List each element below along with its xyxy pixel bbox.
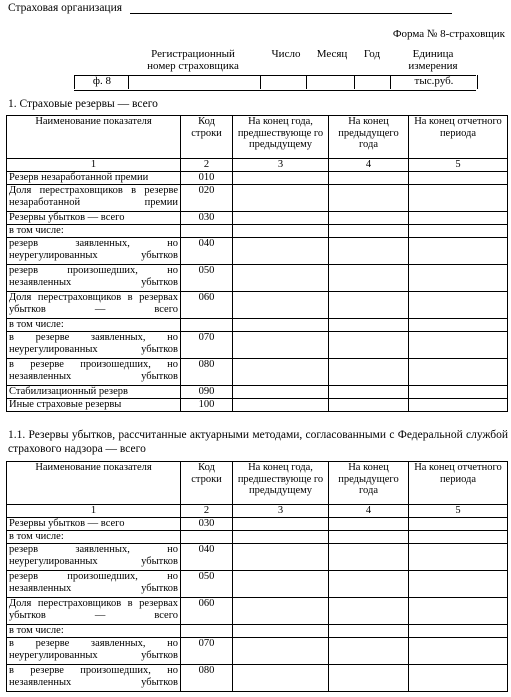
row-code: 030 — [181, 518, 233, 531]
reg-number-field[interactable] — [128, 75, 261, 89]
row-name: в том числе: — [7, 625, 181, 638]
row-name: Резерв незаработанной премии — [7, 172, 181, 185]
col-number: 3 — [233, 505, 329, 518]
col-header-code: Код строки — [181, 462, 233, 505]
value-current-period-cell[interactable] — [409, 238, 508, 265]
col-header-name: Наименование показателя — [7, 462, 181, 505]
value-prev-year-cell[interactable] — [329, 212, 409, 225]
row-name: Иные страховые резервы — [7, 399, 181, 412]
value-current-period-cell[interactable] — [409, 598, 508, 625]
row-code: 070 — [181, 332, 233, 359]
form-number: Форма № 8-страховщик — [392, 28, 505, 40]
value-current-period-cell[interactable] — [409, 571, 508, 598]
col-number: 5 — [409, 505, 508, 518]
value-prev-year-cell[interactable] — [329, 598, 409, 625]
value-prev-prev-year-cell[interactable] — [233, 212, 329, 225]
table-row — [7, 638, 508, 665]
value-prev-prev-year-cell[interactable] — [233, 265, 329, 292]
table-row — [7, 359, 508, 386]
value-prev-year-cell[interactable] — [329, 531, 409, 544]
row-code — [181, 625, 233, 638]
value-current-period-cell[interactable] — [409, 544, 508, 571]
value-prev-year-cell[interactable] — [329, 638, 409, 665]
month-field[interactable] — [306, 75, 355, 89]
value-current-period-cell[interactable] — [409, 359, 508, 386]
month-label: Месяц — [316, 48, 348, 60]
table-row — [7, 665, 508, 692]
row-name: резерв произошедших, но незаявленных убытков — [7, 571, 181, 598]
value-current-period-cell[interactable] — [409, 265, 508, 292]
reg-number-label: Регистрационный номер страховщика — [147, 48, 239, 73]
row-name: в том числе: — [7, 531, 181, 544]
value-prev-prev-year-cell[interactable] — [233, 544, 329, 571]
col-number: 2 — [181, 159, 233, 172]
value-prev-year-cell[interactable] — [329, 518, 409, 531]
row-code — [181, 531, 233, 544]
table-row — [7, 292, 508, 319]
table-row — [7, 386, 508, 399]
value-prev-year-cell[interactable] — [329, 386, 409, 399]
col-header-prev-prev-year: На конец года, предшествующе го предыдущему — [233, 462, 329, 505]
row-code: 030 — [181, 212, 233, 225]
value-prev-prev-year-cell[interactable] — [233, 225, 329, 238]
table-row — [7, 399, 508, 412]
value-current-period-cell[interactable] — [409, 225, 508, 238]
col-header-prev-year: На конец предыдущего года — [329, 116, 409, 159]
year-field[interactable] — [354, 75, 391, 89]
row-code: 060 — [181, 292, 233, 319]
row-code — [181, 225, 233, 238]
row-code: 100 — [181, 399, 233, 412]
col-number: 4 — [329, 159, 409, 172]
section-1-title: 1. Страховые резервы — всего — [8, 98, 158, 110]
value-prev-prev-year-cell[interactable] — [233, 399, 329, 412]
table-row — [7, 571, 508, 598]
organization-field[interactable] — [130, 13, 452, 14]
value-current-period-cell[interactable] — [409, 172, 508, 185]
table-row — [7, 172, 508, 185]
col-number: 5 — [409, 159, 508, 172]
row-code: 080 — [181, 359, 233, 386]
row-code: 060 — [181, 598, 233, 625]
value-prev-prev-year-cell[interactable] — [233, 571, 329, 598]
row-code: 040 — [181, 238, 233, 265]
organization-label: Страховая организация — [8, 2, 123, 14]
value-current-period-cell[interactable] — [409, 212, 508, 225]
value-prev-prev-year-cell[interactable] — [233, 665, 329, 692]
value-prev-year-cell[interactable] — [329, 399, 409, 412]
value-prev-prev-year-cell[interactable] — [233, 185, 329, 212]
value-prev-year-cell[interactable] — [329, 332, 409, 359]
col-header-current-period: На конец отчетного периода — [409, 462, 508, 505]
col-number: 1 — [7, 505, 181, 518]
reserves-table — [6, 115, 508, 412]
value-current-period-cell[interactable] — [409, 386, 508, 399]
table-row — [7, 265, 508, 292]
col-number: 4 — [329, 505, 409, 518]
value-prev-year-cell[interactable] — [329, 319, 409, 332]
value-current-period-cell[interactable] — [409, 665, 508, 692]
value-prev-prev-year-cell[interactable] — [233, 332, 329, 359]
value-prev-year-cell[interactable] — [329, 544, 409, 571]
value-prev-prev-year-cell[interactable] — [233, 518, 329, 531]
value-current-period-cell[interactable] — [409, 625, 508, 638]
row-name: резерв заявленных, но неурегулированных убытков — [7, 238, 181, 265]
col-header-current-period: На конец отчетного периода — [409, 116, 508, 159]
row-code: 090 — [181, 386, 233, 399]
value-current-period-cell[interactable] — [409, 185, 508, 212]
table-row — [7, 531, 508, 544]
row-name: резерв заявленных, но неурегулированных убытков — [7, 544, 181, 571]
col-header-prev-year: На конец предыдущего года — [329, 462, 409, 505]
row-code: 050 — [181, 571, 233, 598]
value-prev-prev-year-cell[interactable] — [233, 625, 329, 638]
value-current-period-cell[interactable] — [409, 518, 508, 531]
col-header-prev-prev-year: На конец года, предшествующе го предыдущему — [233, 116, 329, 159]
value-current-period-cell[interactable] — [409, 319, 508, 332]
row-name: в резерве произошедших, но незаявленных убытков — [7, 665, 181, 692]
table-row — [7, 598, 508, 625]
unit-value: тыс.руб. — [390, 75, 478, 89]
table-row — [7, 518, 508, 531]
row-name: Резервы убытков — всего — [7, 212, 181, 225]
value-prev-year-cell[interactable] — [329, 665, 409, 692]
value-current-period-cell[interactable] — [409, 531, 508, 544]
value-current-period-cell[interactable] — [409, 332, 508, 359]
value-prev-year-cell[interactable] — [329, 185, 409, 212]
year-label: Год — [363, 48, 381, 60]
value-prev-year-cell[interactable] — [329, 172, 409, 185]
row-name: Доля перестраховщиков в резервах убытков — всего — [7, 292, 181, 319]
row-name: в том числе: — [7, 319, 181, 332]
row-code: 040 — [181, 544, 233, 571]
unit-label: Единица измерения — [408, 48, 458, 73]
form-code: ф. 8 — [74, 75, 129, 89]
value-prev-prev-year-cell[interactable] — [233, 292, 329, 319]
value-prev-year-cell[interactable] — [329, 225, 409, 238]
value-prev-prev-year-cell[interactable] — [233, 238, 329, 265]
row-name: в резерве заявленных, но неурегулированных убытков — [7, 332, 181, 359]
row-name: в резерве произошедших, но незаявленных убытков — [7, 359, 181, 386]
col-number: 3 — [233, 159, 329, 172]
actuarial-reserves-table — [6, 461, 508, 692]
row-name: в резерве заявленных, но неурегулированных убытков — [7, 638, 181, 665]
table-row — [7, 185, 508, 212]
value-prev-prev-year-cell[interactable] — [233, 172, 329, 185]
value-current-period-cell[interactable] — [409, 399, 508, 412]
table-row — [7, 212, 508, 225]
value-prev-prev-year-cell[interactable] — [233, 319, 329, 332]
value-prev-prev-year-cell[interactable] — [233, 598, 329, 625]
section-1-1-title: 1.1. Резервы убытков, рассчитанные актуарными методами, согласованными с Федеральной службой страхового надзора — всего — [8, 429, 508, 456]
day-label: Число — [271, 48, 301, 60]
table-row — [7, 225, 508, 238]
value-prev-year-cell[interactable] — [329, 238, 409, 265]
row-name: Стабилизационный резерв — [7, 386, 181, 399]
value-prev-prev-year-cell[interactable] — [233, 638, 329, 665]
row-name: резерв произошедших, но незаявленных убытков — [7, 265, 181, 292]
row-name: Резервы убытков — всего — [7, 518, 181, 531]
row-code: 080 — [181, 665, 233, 692]
value-current-period-cell[interactable] — [409, 638, 508, 665]
day-field[interactable] — [260, 75, 307, 89]
value-prev-prev-year-cell[interactable] — [233, 359, 329, 386]
col-header-code: Код строки — [181, 116, 233, 159]
col-header-name: Наименование показателя — [7, 116, 181, 159]
row-name: Доля перестраховщиков в резервах убытков — всего — [7, 598, 181, 625]
table-row — [7, 332, 508, 359]
row-name: Доля перестраховщиков в резерве незаработанной премии — [7, 185, 181, 212]
value-prev-year-cell[interactable] — [329, 265, 409, 292]
row-code: 010 — [181, 172, 233, 185]
row-code: 070 — [181, 638, 233, 665]
value-prev-year-cell[interactable] — [329, 359, 409, 386]
row-code — [181, 319, 233, 332]
table-row — [7, 544, 508, 571]
value-prev-prev-year-cell[interactable] — [233, 531, 329, 544]
table-row — [7, 319, 508, 332]
value-prev-year-cell[interactable] — [329, 571, 409, 598]
col-number: 1 — [7, 159, 181, 172]
value-current-period-cell[interactable] — [409, 292, 508, 319]
row-code: 050 — [181, 265, 233, 292]
row-name: в том числе: — [7, 225, 181, 238]
table-row — [7, 625, 508, 638]
value-prev-year-cell[interactable] — [329, 292, 409, 319]
row-code: 020 — [181, 185, 233, 212]
table-row — [7, 238, 508, 265]
value-prev-prev-year-cell[interactable] — [233, 386, 329, 399]
value-prev-year-cell[interactable] — [329, 625, 409, 638]
col-number: 2 — [181, 505, 233, 518]
